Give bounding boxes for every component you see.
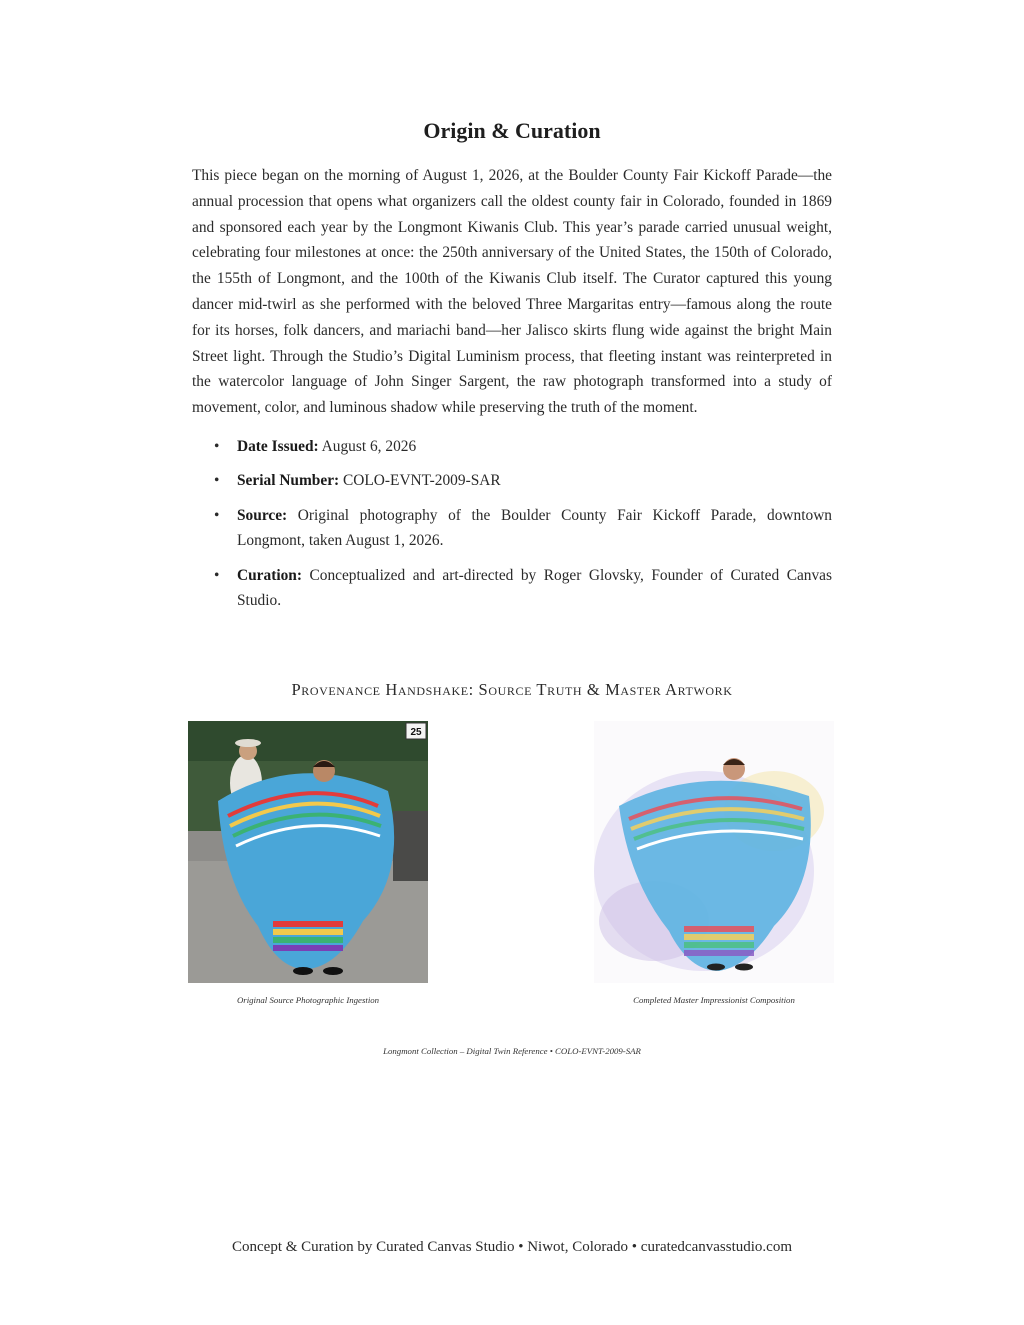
detail-label: Curation:	[237, 566, 302, 584]
detail-value: COLO-EVNT-2009-SAR	[339, 472, 501, 490]
detail-label: Serial Number:	[237, 472, 340, 490]
detail-serial-number	[214, 468, 832, 494]
source-photograph	[188, 721, 428, 983]
speed-sign-text: 25	[410, 727, 422, 738]
master-artwork	[594, 721, 834, 983]
detail-date-issued	[214, 434, 832, 460]
provenance-heading: Provenance Handshake: Source Truth & Master Artwork	[291, 680, 733, 699]
source-caption: Original Source Photographic Ingestion	[236, 995, 380, 1005]
detail-label: Source:	[237, 506, 288, 524]
reference-caption: Longmont Collection – Digital Twin Reference • COLO-EVNT-2009-SAR	[383, 1046, 641, 1056]
details-list	[214, 434, 832, 623]
intro-paragraph: This piece began on the morning of August 1, 2026, at the Boulder County Fair Kickoff Parade—the annual procession that opens what organizers call the oldest county fair in Colorado, founded in 1869 and sponsored each year by the Longmont Kiwanis Club. This year’s parade carried unusual weight, celebrating four milestones at once: the 250th anniversary of the United States, the 150th of Colorado, the 155th of Longmont, and the 100th of the Kiwanis Club itself. The Curator captured this young dancer mid-twirl as she performed with the beloved Three Margaritas entry—famous along the route for its horses, folk dancers, and mariachi band—her Jalisco skirts flung wide against the bright Main Street light. Through the Studio’s Digital Luminism process, that fleeting instant was reinterpreted in the watercolor language of John Singer Sargent, the raw photograph transformed into a study of movement, color, and luminous shadow while preserving the truth of the moment.	[192, 167, 832, 417]
detail-label: Date Issued:	[237, 438, 319, 455]
detail-value: Original photography of the Boulder County Fair Kickoff Parade, downtown Longmont, taken August 1, 2026.	[237, 506, 832, 550]
bullet-glyph: •	[214, 506, 220, 524]
detail-value: Conceptualized and art-directed by Roger Glovsky, Founder of Curated Canvas Studio.	[237, 566, 832, 610]
detail-curation	[214, 563, 832, 615]
master-caption: Completed Master Impressionist Composition	[633, 995, 795, 1005]
bullet-glyph: •	[214, 438, 220, 455]
detail-source	[214, 503, 832, 555]
bullet-glyph: •	[214, 566, 220, 584]
bullet-glyph: •	[214, 472, 220, 490]
detail-value: August 6, 2026	[318, 438, 417, 455]
page-footer: Concept & Curation by Curated Canvas Studio • Niwot, Colorado • curatedcanvasstudio.com	[232, 1239, 792, 1255]
page-title: Origin & Curation	[423, 118, 601, 143]
